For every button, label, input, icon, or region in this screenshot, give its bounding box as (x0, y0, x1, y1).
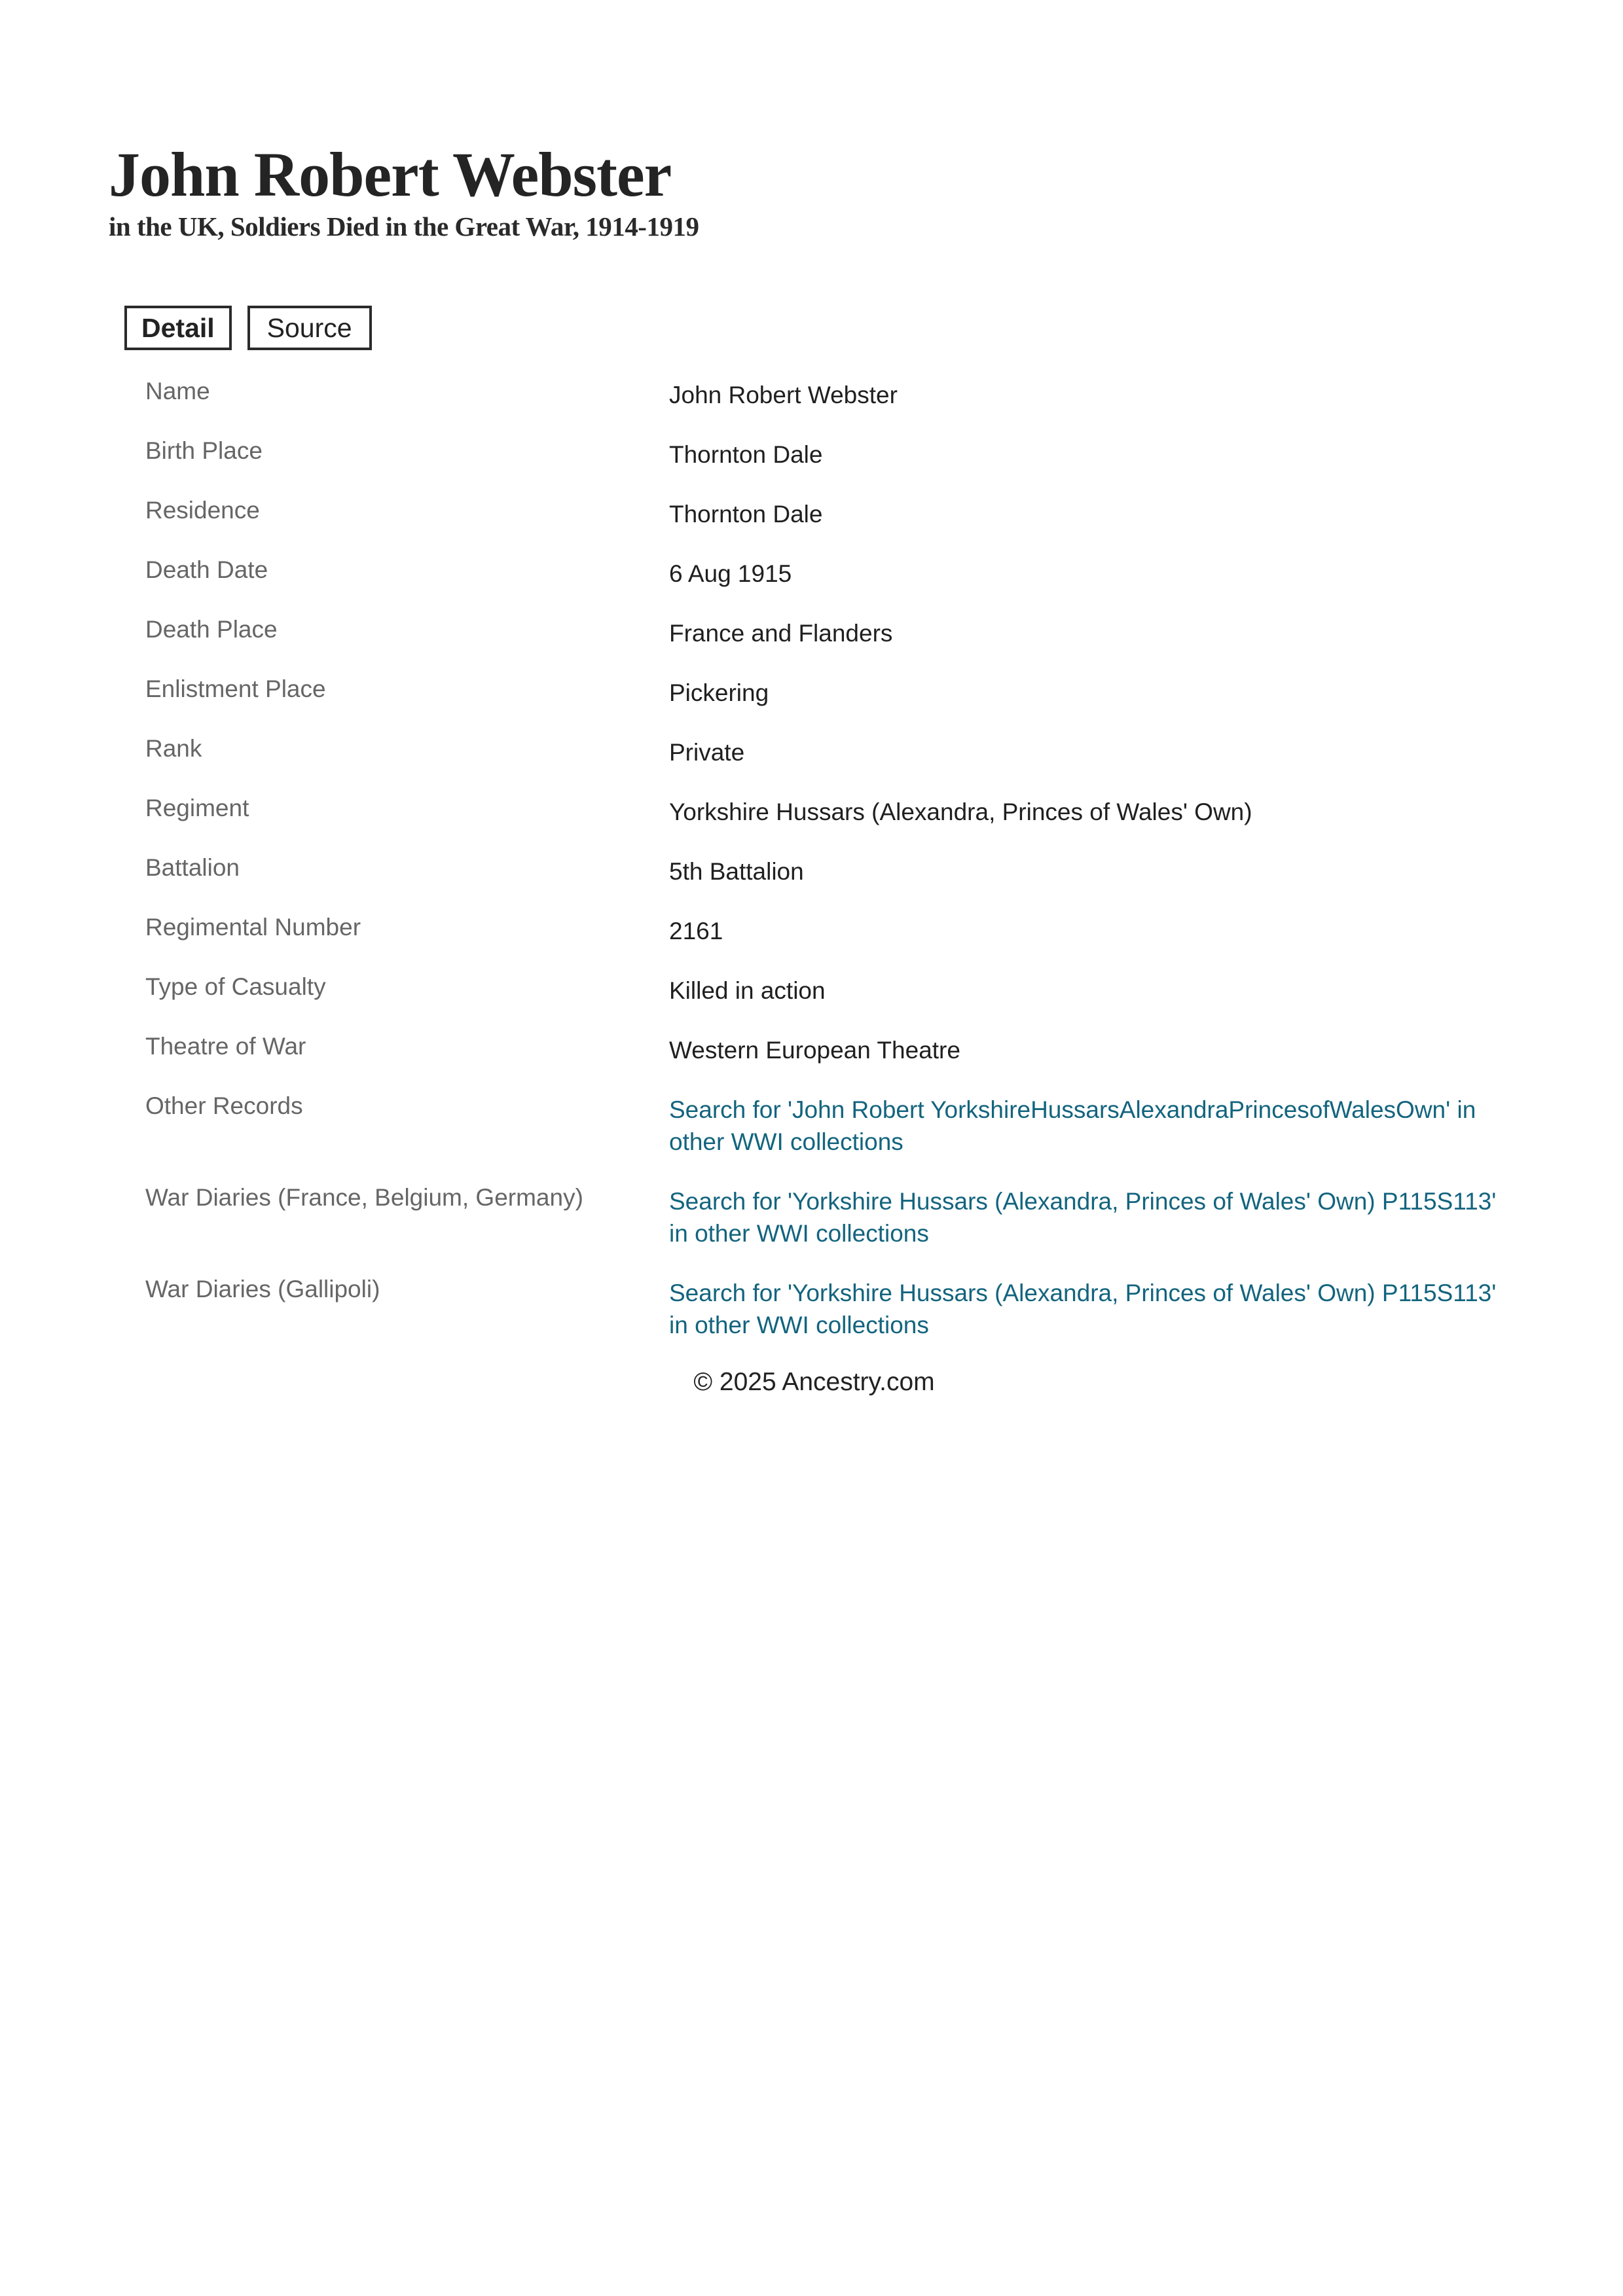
war-diaries-gallipoli-search-link[interactable]: Search for 'Yorkshire Hussars (Alexandra, Princes of Wales' Own) P115S113' in other WWI collections (669, 1280, 1497, 1338)
field-label: War Diaries (Gallipoli) (145, 1276, 380, 1302)
record-row-type-of-casualty (145, 972, 1533, 1031)
tab-bar (124, 306, 372, 350)
field-value: John Robert Webster (669, 382, 898, 408)
record-row-enlistment-place (145, 674, 1533, 734)
field-value: Pickering (669, 679, 769, 706)
field-label: Rank (145, 735, 202, 762)
record-row-regimental-number (145, 912, 1533, 972)
field-label: Enlistment Place (145, 675, 326, 702)
record-row-residence (145, 495, 1533, 555)
field-label: War Diaries (France, Belgium, Germany) (145, 1184, 583, 1211)
record-row-war-diaries-france (145, 1183, 1533, 1274)
record-row-death-place (145, 615, 1533, 674)
record-row-regiment (145, 793, 1533, 853)
record-header (109, 139, 699, 242)
tab-source[interactable]: Source (247, 306, 372, 350)
field-value: Thornton Dale (669, 441, 823, 468)
field-label: Type of Casualty (145, 973, 326, 1000)
field-value: France and Flanders (669, 620, 893, 647)
field-label: Death Place (145, 616, 278, 643)
field-value: Private (669, 739, 745, 766)
field-label: Death Date (145, 556, 268, 583)
record-row-theatre-of-war (145, 1031, 1533, 1091)
field-value: Thornton Dale (669, 501, 823, 528)
field-label: Other Records (145, 1092, 303, 1119)
field-label: Birth Place (145, 437, 263, 464)
field-value: Yorkshire Hussars (Alexandra, Princes of Wales' Own) (669, 798, 1252, 825)
record-detail-table (145, 376, 1533, 1366)
record-row-name (145, 376, 1533, 436)
page-footer (0, 1368, 1623, 1397)
other-records-search-link[interactable]: Search for 'John Robert YorkshireHussarsAlexandraPrincesofWalesOwn' in other WWI collections (669, 1096, 1476, 1155)
record-row-rank (145, 734, 1533, 793)
field-value: 2161 (669, 918, 723, 944)
page-title: John Robert Webster (109, 139, 672, 209)
field-label: Theatre of War (145, 1033, 306, 1060)
field-label: Regimental Number (145, 914, 361, 941)
war-diaries-france-search-link[interactable]: Search for 'Yorkshire Hussars (Alexandra, Princes of Wales' Own) P115S113' in other WWI collections (669, 1188, 1497, 1247)
record-row-battalion (145, 853, 1533, 912)
field-label: Residence (145, 497, 260, 524)
record-row-war-diaries-gallipoli (145, 1274, 1533, 1366)
tab-detail[interactable]: Detail (124, 306, 232, 350)
field-label: Battalion (145, 854, 240, 881)
field-label: Regiment (145, 795, 249, 821)
record-row-other-records (145, 1091, 1533, 1183)
record-row-death-date (145, 555, 1533, 615)
collection-subtitle: in the UK, Soldiers Died in the Great War, 1914-1919 (109, 211, 699, 242)
record-row-birth-place (145, 436, 1533, 495)
field-value: Western European Theatre (669, 1037, 960, 1064)
copyright-text: © 2025 Ancestry.com (693, 1368, 935, 1396)
field-value: 6 Aug 1915 (669, 560, 792, 587)
field-value: Killed in action (669, 977, 826, 1004)
field-value: 5th Battalion (669, 858, 804, 885)
field-label: Name (145, 378, 210, 404)
